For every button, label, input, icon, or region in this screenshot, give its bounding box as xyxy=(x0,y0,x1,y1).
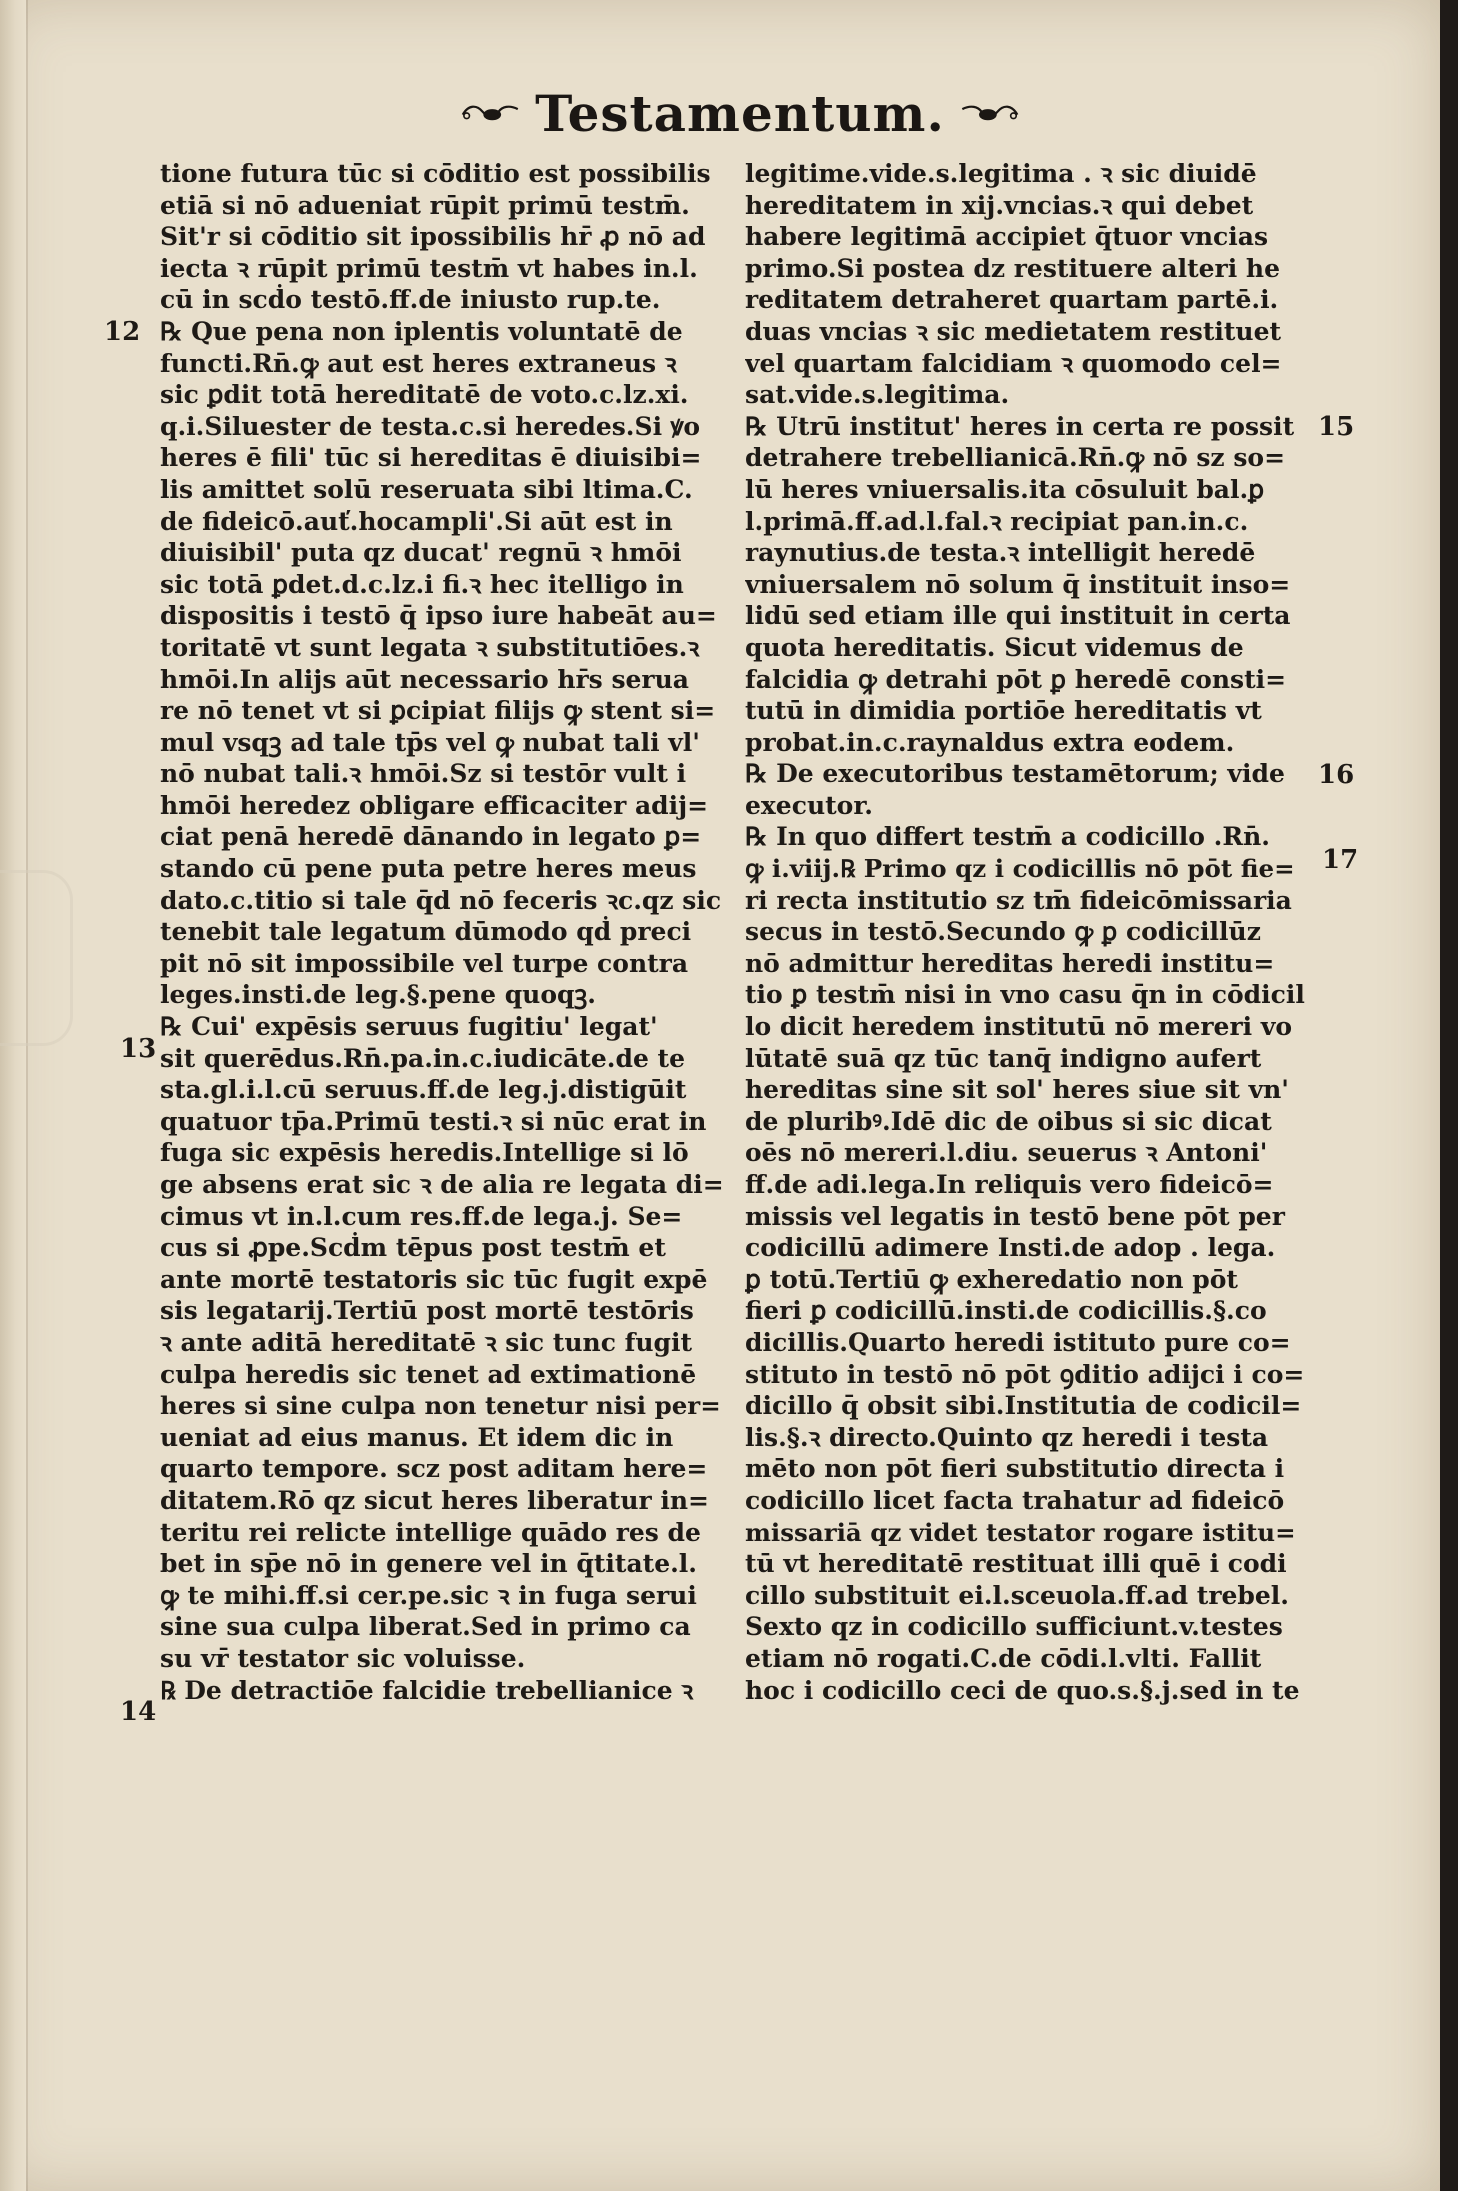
text-line: mēto non pōt fieri substitutio directa i xyxy=(745,1454,1285,1484)
text-line: quarto tempore. scz post aditam here= xyxy=(160,1454,708,1484)
text-line: lidū sed etiam ille qui instituit in certa xyxy=(745,601,1291,631)
text-line: toritatē vt sunt legata ꝛ substitutiōes.ꝛ xyxy=(160,632,700,662)
text-line: fieri ꝑ codicillū.insti.de codicillis.§.co xyxy=(745,1296,1267,1326)
text-line: ℞ Que pena non iplentis voluntatē de xyxy=(160,316,683,346)
text-line: etiam nō rogati.C.de cōdi.l.vlti. Fallit xyxy=(745,1643,1262,1673)
margin-number-17: 17 xyxy=(1322,845,1359,875)
text-line: reditatem detraheret quartam partē.i. xyxy=(745,285,1279,315)
text-line: quatuor tp̄a.Primū testi.ꝛ si nūc erat in xyxy=(160,1106,707,1136)
text-line: heres ē fili' tūc si hereditas ē diuisibi= xyxy=(160,443,702,473)
text-line: mul vsqꝫ ad tale tp̄s vel ꝙ nubat tali vl' xyxy=(160,727,700,757)
text-line: ꝙ i.viij.℞ Primo qz i codicillis nō pōt fie= xyxy=(745,854,1295,884)
text-line: habere legitimā accipiet q̄tuor vncias xyxy=(745,222,1269,252)
text-line: dispositis i testō q̄ ipso iure habeāt au= xyxy=(160,601,717,631)
text-line: culpa heredis sic tenet ad extimationē xyxy=(160,1359,697,1389)
text-line: re nō tenet vt si ꝑcipiat filijs ꝙ stent si= xyxy=(160,696,716,726)
text-line: oēs nō mereri.l.diu. seuerus ꝛ Antoni' xyxy=(745,1138,1268,1168)
text-line: dicillo q̄ obsit sibi.Institutia de codicil= xyxy=(745,1391,1302,1421)
text-line: lūtatē suā qz tūc tanq̄ indigno aufert xyxy=(745,1043,1262,1073)
text-line: su vr̄ testator sic voluisse. xyxy=(160,1643,526,1673)
text-line: hereditas sine sit sol' heres siue sit vn' xyxy=(745,1075,1289,1105)
text-line: ge absens erat sic ꝛ de alia re legata di= xyxy=(160,1170,724,1199)
margin-number-12: 12 xyxy=(104,317,141,347)
text-line: sit querēdus.Rn̄.pa.in.c.iudicāte.de te xyxy=(160,1043,686,1073)
text-line: de pluribꝰ.Idē dic de oibus si sic dicat xyxy=(745,1106,1272,1136)
text-line: codicillo licet facta trahatur ad fideicō xyxy=(745,1485,1285,1515)
text-line: teritu rei relicte intellige quādo res de xyxy=(160,1517,701,1547)
text-line: leges.insti.de leg.§.pene quoqꝫ. xyxy=(160,980,596,1010)
text-line: legitime.vide.s.legitima . ꝛ sic diuidē xyxy=(745,159,1257,188)
margin-number-13: 13 xyxy=(120,1034,157,1064)
text-line: etiā si nō adueniat rūpit primū testm̄. xyxy=(160,190,690,220)
margin-number-14: 14 xyxy=(120,1697,157,1727)
text-line: stando cū pene puta petre heres meus xyxy=(160,854,697,884)
gutter-line xyxy=(26,0,28,2191)
text-line: ff.de adi.lega.In reliquis vero fideicō= xyxy=(745,1170,1274,1199)
text-line: cillo substituit ei.l.sceuola.ff.ad trebel. xyxy=(745,1580,1289,1610)
text-line: sta.gl.i.l.cū seruus.ff.de leg.j.distigūit xyxy=(160,1075,687,1105)
text-line: vel quartam falcidiam ꝛ quomodo cel= xyxy=(745,348,1282,378)
text-line: iecta ꝛ rūpit primū testm̄ vt habes in.l. xyxy=(160,253,698,283)
text-line: sic totā ꝑdet.d.c.lz.i fi.ꝛ hec itelligo in xyxy=(160,569,684,599)
text-line: de fideicō.auť.hocampli'.Si aūt est in xyxy=(160,506,673,536)
text-line: hoc i codicillo ceci de quo.s.§.j.sed in te xyxy=(745,1675,1300,1705)
text-line: sis legatarij.Tertiū post mortē testōris xyxy=(160,1296,694,1326)
text-line: primo.Si postea dz restituere alteri he xyxy=(745,253,1280,283)
text-line: sine sua culpa liberat.Sed in primo ca xyxy=(160,1612,691,1642)
margin-number-15: 15 xyxy=(1318,412,1355,442)
text-line: dicillis.Quarto heredi istituto pure co= xyxy=(745,1327,1291,1357)
text-line: ueniat ad eius manus. Et idem dic in xyxy=(160,1422,674,1452)
text-line: sat.vide.s.legitima. xyxy=(745,380,1010,410)
text-line: pit nō sit impossibile vel turpe contra xyxy=(160,948,689,978)
text-line: raynutius.de testa.ꝛ intelligit heredē xyxy=(745,538,1256,568)
text-line: probat.in.c.raynaldus extra eodem. xyxy=(745,727,1235,757)
right-ornament-icon xyxy=(959,88,1020,138)
text-line: lū heres vniuersalis.ita cōsuluit bal.ꝑ xyxy=(745,474,1265,504)
text-line: tū vt hereditatē restituat illi quē i codi xyxy=(745,1549,1287,1579)
text-line: cū in scḋo testō.ff.de iniusto rup.te. xyxy=(160,285,661,315)
text-line: ciat penā heredē dānando in legato ꝑ= xyxy=(160,822,702,852)
text-line: executor. xyxy=(745,790,873,820)
text-line: ꝛ ante aditā hereditatē ꝛ sic tunc fugit xyxy=(160,1327,693,1357)
text-line: missariā qz videt testator rogare istitu= xyxy=(745,1517,1296,1547)
text-line: Sit'r si cōditio sit ipossibilis hr̄ ꝓ nō ad xyxy=(160,222,706,252)
text-line: lo dicit heredem institutū nō mereri vo xyxy=(745,1012,1293,1042)
text-line: ante mortē testatoris sic tūc fugit expē xyxy=(160,1264,708,1294)
text-line: ℞ Utrū institut' heres in certa re possit xyxy=(745,411,1295,441)
text-line: l.primā.ff.ad.l.fal.ꝛ recipiat pan.in.c. xyxy=(745,506,1249,536)
text-line: lis.§.ꝛ directo.Quinto qz heredi i testa xyxy=(745,1422,1269,1452)
text-line: heres si sine culpa non tenetur nisi per= xyxy=(160,1391,721,1421)
text-line: ditatem.Rō qz sicut heres liberatur in= xyxy=(160,1485,709,1515)
text-line: duas vncias ꝛ sic medietatem restituet xyxy=(745,316,1282,346)
text-line: lis amittet solū reseruata sibi ltima.C. xyxy=(160,474,693,504)
page-title: Testamentum. xyxy=(535,83,945,143)
text-line: codicillū adimere Insti.de adop . lega. xyxy=(745,1233,1276,1263)
text-line: tione futura tūc si cōditio est possibilis xyxy=(160,159,711,188)
text-line: hmōi heredez obligare efficaciter adij= xyxy=(160,790,709,820)
text-line: ℞ De detractiōe falcidie trebellianice ꝛ xyxy=(160,1675,694,1705)
text-line: ℞ De executoribus testamētorum; vide xyxy=(745,759,1285,789)
text-line: stituto in testō nō pōt ꝯditio adijci i co= xyxy=(745,1359,1305,1389)
page-gutter xyxy=(0,0,26,2191)
text-line: ℞ In quo differt testm̄ a codicillo .Rn̄. xyxy=(745,822,1271,852)
text-line: tutū in dimidia portiōe hereditatis vt xyxy=(745,696,1262,726)
text-line: fuga sic expēsis heredis.Intellige si lō xyxy=(160,1138,689,1168)
scan-edge xyxy=(1440,0,1458,2191)
text-line: secus in testō.Secundo ꝙ ꝑ codicillūz xyxy=(745,917,1261,947)
text-line: hereditatem in xij.vncias.ꝛ qui debet xyxy=(745,190,1254,220)
text-line: functi.Rn̄.ꝙ aut est heres extraneus ꝛ xyxy=(160,348,677,378)
text-line: tenebit tale legatum dūmodo qḋ preci xyxy=(160,917,692,947)
text-line: detrahere trebellianicā.Rn̄.ꝙ nō sz so= xyxy=(745,443,1286,473)
text-line: ꝙ te mihi.ff.si cer.pe.sic ꝛ in fuga serui xyxy=(160,1580,697,1610)
text-line: diuisibil' puta qz ducat' regnū ꝛ hmōi xyxy=(160,538,682,568)
text-line: tio ꝑ testm̄ nisi in vno casu q̄n in cōdicil xyxy=(745,980,1305,1010)
text-line: nō admittur hereditas heredi institu= xyxy=(745,948,1275,978)
text-line: falcidia ꝙ detrahi pōt ꝑ heredē consti= xyxy=(745,664,1287,694)
page-clip xyxy=(0,870,73,1046)
text-line: hmōi.In alijs aūt necessario hr̄s serua xyxy=(160,664,689,694)
running-header xyxy=(460,78,1020,148)
margin-number-16: 16 xyxy=(1318,760,1355,790)
text-line: bet in sp̄e nō in genere vel in q̄titate.l. xyxy=(160,1549,697,1579)
text-line: missis vel legatis in testō bene pōt per xyxy=(745,1201,1285,1231)
text-line: q.i.Siluester de testa.c.si heredes.Si ꝟo xyxy=(160,411,701,441)
left-text-column xyxy=(160,158,728,1706)
text-line: quota hereditatis. Sicut videmus de xyxy=(745,632,1244,662)
text-line: vniuersalem nō solum q̄ instituit inso= xyxy=(745,569,1291,599)
text-line: dato.c.titio si tale q̄d nō feceris ꝛc.qz sic xyxy=(160,885,722,915)
text-line: ꝑ totū.Tertiū ꝙ exheredatio non pōt xyxy=(745,1264,1238,1294)
text-line: cimus vt in.l.cum res.ff.de lega.j. Se= xyxy=(160,1201,683,1231)
text-line: Sexto qz in codicillo sufficiunt.v.testes xyxy=(745,1612,1283,1642)
right-text-column xyxy=(745,158,1305,1706)
text-line: ri recta institutio sz tm̄ fideicōmissaria xyxy=(745,885,1292,915)
left-ornament-icon xyxy=(460,88,521,138)
text-line: ℞ Cui' expēsis seruus fugitiu' legat' xyxy=(160,1012,658,1042)
text-line: cus si ꝓpe.Scḋm tēpus post testm̄ et xyxy=(160,1233,666,1263)
text-line: sic ꝑdit totā hereditatē de voto.c.lz.xi. xyxy=(160,380,689,410)
text-line: nō nubat tali.ꝛ hmōi.Sz si testōr vult i xyxy=(160,759,687,789)
